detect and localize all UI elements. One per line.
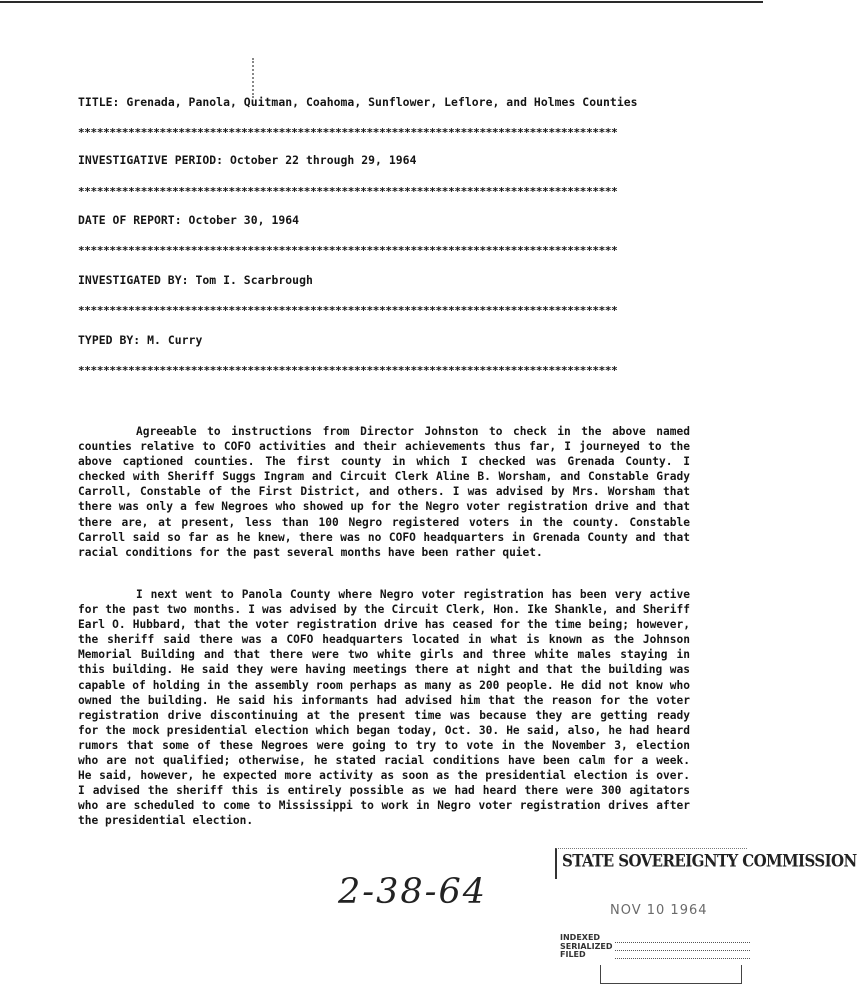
separator-5: ************************************************************************************** xyxy=(78,364,618,377)
separator-4: ************************************************************************************** xyxy=(78,304,618,317)
period-field xyxy=(78,153,417,167)
indexed-label: INDEXED xyxy=(560,933,601,942)
investigator-field xyxy=(78,273,313,287)
title-field xyxy=(78,95,638,109)
investigator-label: INVESTIGATED BY: xyxy=(78,273,189,287)
paragraph-1-text: Agreeable to instructions from Director Johnston to check in the above named counties relative to COFO activities and their achievements thus far, I journeyed to the above captioned counties. The first county in which I checked was Grenada County. I checked with Sheriff Suggs Ingram and Circuit Clerk Aline B. Worsham, and Constable Grady Carroll, Constable of the First District, and others. I was advised by Mrs. Worsham that there was only a few Negroes who showed up for the Negro voter registration drive and that there are, at present, less than 100 Negro registered voters in the county. Constable Carroll said so far as he knew, there was no COFO headquarters in Grenada County and that racial conditions for the past several months have been rather quiet. xyxy=(78,425,690,559)
typist-value: M. Curry xyxy=(147,333,203,347)
punch-mark xyxy=(252,58,260,98)
separator-1: ************************************************************************************** xyxy=(78,126,618,139)
typist-field xyxy=(78,333,202,347)
report-date-value: October 30, 1964 xyxy=(188,213,300,227)
stamp-line-3 xyxy=(615,958,750,959)
separator-2: ************************************************************************************** xyxy=(78,185,618,198)
period-label: INVESTIGATIVE PERIOD: xyxy=(78,153,224,167)
title-label: TITLE: xyxy=(78,95,120,109)
period-value: October 22 through 29, 1964 xyxy=(229,153,417,167)
handwritten-file-number: 2-38-64 xyxy=(338,872,487,912)
body-paragraph-2 xyxy=(78,587,690,829)
stamp-line-2 xyxy=(615,950,750,951)
filed-label: FILED xyxy=(560,950,586,959)
stamp-bottom-box xyxy=(600,965,742,984)
body-paragraph-1 xyxy=(78,424,690,560)
commission-stamp: STATE SOVEREIGNTY COMMISSION xyxy=(562,851,857,871)
report-date-field xyxy=(78,213,299,227)
investigator-value: Tom I. Scarbrough xyxy=(195,273,313,287)
serialized-label: SERIALIZED xyxy=(560,941,613,951)
stamp-line-1 xyxy=(615,942,750,943)
report-date-label: DATE OF REPORT: xyxy=(78,213,182,227)
filing-stamp-labels xyxy=(560,934,613,960)
separator-3: ************************************************************************************** xyxy=(78,244,618,257)
received-date-stamp: NOV 10 1964 xyxy=(610,903,708,918)
typist-label: TYPED BY: xyxy=(78,333,141,347)
title-value: Grenada, Panola, Quitman, Coahoma, Sunflower, Leflore, and Holmes Counties xyxy=(126,95,638,109)
page-top-border xyxy=(0,1,763,3)
paragraph-2-text: I next went to Panola County where Negro voter registration has been very active for the past two months. I was advised by the Circuit Clerk, Hon. Ike Shankle, and Sheriff Earl O. Hubbard, that the voter registration drive has ceased for the time being; however, the sheriff said there was a COFO headquarters located in what is known as the Johnson Memorial Building and that there were two white girls and three white males staying in this building. He said they were having meetings there at night and that the building was capable of holding in the assembly room perhaps as many as 200 people. He did not know who owned the building. He said his informants had advised him that the reason for the voter registration drive discontinuing at the present time was because they are getting ready for the mock presidential election which began today, Oct. 30. He said, also, he had heard rumors that some of these Negroes were going to try to vote in the November 3, election who are not qualified; otherwise, he stated racial conditions have been calm for a week. He said, however, he expected more activity as soon as the presidential election is over. I advised the sheriff this is entirely possible as we had heard there were 300 agitators who are scheduled to come to Mississippi to work in Negro voter registration drives after the presidential election. xyxy=(78,588,690,828)
